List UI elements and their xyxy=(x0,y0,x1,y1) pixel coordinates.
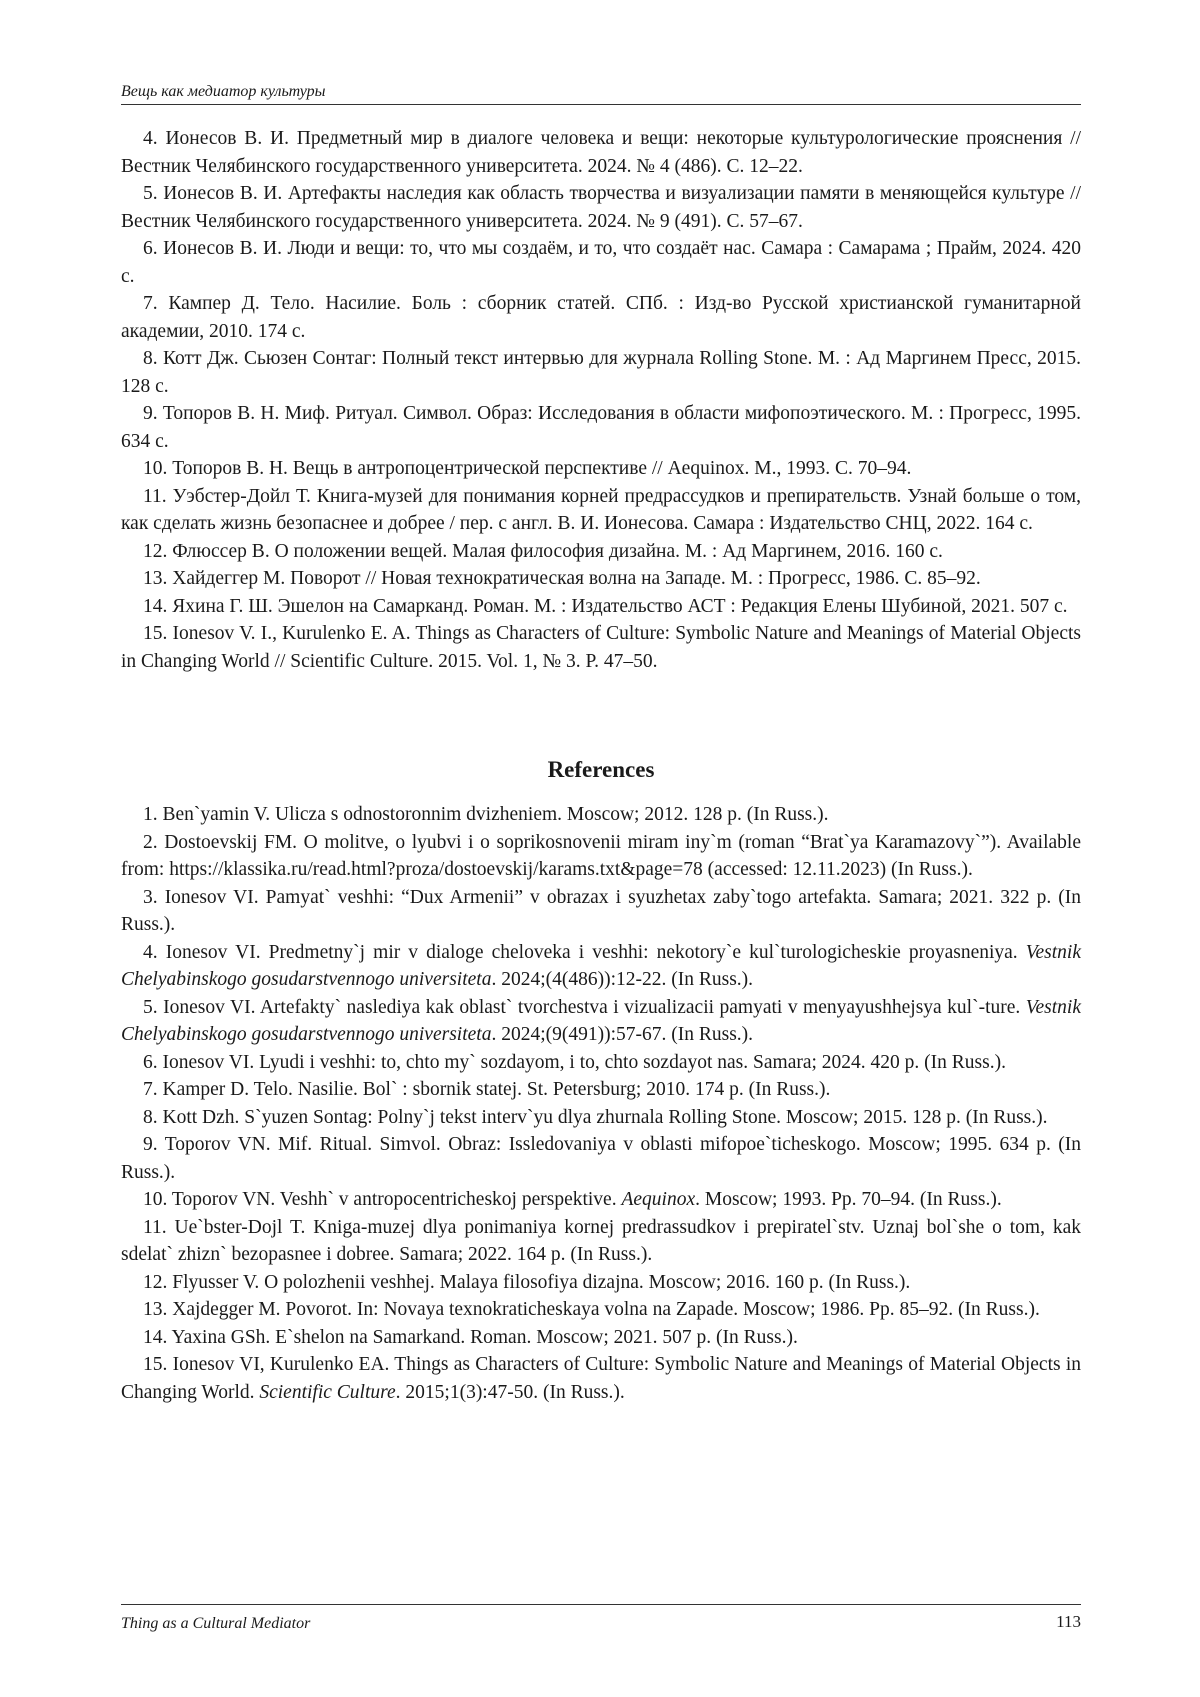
reference-text: 10. Toporov VN. Veshh` v antropocentricheskoj perspektive. xyxy=(143,1189,622,1210)
bibliography-item: 11. Уэбстер-Дойл Т. Книга-музей для понимания корней предрассудков и препирательств. Узнай больше о том, как сделать жизнь безопаснее и добрее / пер. с англ. В. И. Ионесова. Самара : Издательство СНЦ, 2022. 164 с. xyxy=(121,485,1081,534)
journal-name: Vestnik Chelyabinskogo gosudarstvennogo universiteta xyxy=(121,941,1081,990)
reference-item: 12. Flyusser V. O polozhenii veshhej. Malaya filosofiya dizajna. Moscow; 2016. 160 p. (In Russ.). xyxy=(143,1271,911,1293)
bibliography-item: 15. Ionesov V. I., Kurulenko E. A. Things as Characters of Culture: Symbolic Nature and Meanings of Material Objects in Changing World // Scientific Culture. 2015. Vol. 1, № 3. P. 47–50. xyxy=(121,623,1081,672)
reference-text: . 2024;(9(491)):57-67. (In Russ.). xyxy=(491,1024,754,1045)
reference-item: 1. Ben`yamin V. Ulicza s odnostoronnim dvizheniem. Moscow; 2012. 128 p. (In Russ.). xyxy=(143,804,829,825)
journal-name: Aequinox xyxy=(621,1189,696,1210)
footer-divider xyxy=(121,1604,1081,1605)
reference-text: . 2024;(4(486)):12-22. (In Russ.). xyxy=(491,969,754,990)
bibliography-item: 6. Ионесов В. И. Люди и вещи: то, что мы создаём, и то, что создаёт нас. Самара : Самарама ; Прайм, 2024. 420 с. xyxy=(121,238,1081,287)
reference-item: 6. Ionesov VI. Lyudi i veshhi: to, chto my` sozdayom, i to, chto sozdayot nas. Samara; 2024. 420 p. (In Russ.). xyxy=(143,1051,1006,1073)
reference-text: . Moscow; 1993. Pp. 70–94. (In Russ.). xyxy=(695,1189,1002,1210)
bibliography-item: 12. Флюссер В. О положении вещей. Малая философия дизайна. М. : Ад Маргинем, 2016. 160 с. xyxy=(143,540,943,562)
reference-item xyxy=(121,994,1081,1049)
reference-text: 4. Ionesov VI. Predmetny`j mir v dialoge cheloveka i veshhi: nekotory`e kul`turologicheskie proyasneniya. xyxy=(143,941,1026,963)
reference-item: 3. Ionesov VI. Pamyat` veshhi: “Dux Armenii” v obrazax i syuzhetax zaby`togo artefakta. Samara; 2021. 322 p. (In Russ.). xyxy=(121,886,1081,935)
reference-item: 9. Toporov VN. Mif. Ritual. Simvol. Obraz: Issledovaniya v oblasti mifopoe`ticheskogo. Moscow; 1995. 634 p. (In Russ.). xyxy=(121,1134,1081,1183)
reference-text: . 2015;1(3):47-50. (In Russ.). xyxy=(395,1381,625,1403)
reference-item: 8. Kott Dzh. S`yuzen Sontag: Polny`j tekst interv`yu dlya zhurnala Rolling Stone. Moscow; 2015. 128 p. (In Russ.). xyxy=(143,1106,1048,1128)
bibliography-item: 9. Топоров В. Н. Миф. Ритуал. Символ. Образ: Исследования в области мифопоэтического. М. : Прогресс, 1995. 634 с. xyxy=(121,403,1081,452)
bibliography-list xyxy=(121,125,1081,675)
reference-item: 11. Ue`bster-Dojl T. Kniga-muzej dlya ponimaniya kornej predrassudkov i prepiratel`stv. Uznaj bol`she o tom, kak sdelat` zhizn` bezopasnee i dobree. Samara; 2022. 164 p. (In Russ.). xyxy=(121,1216,1081,1265)
reference-item: 2. Dostoevskij FM. O molitve, o lyubvi i o soprikosnovenii miram iny`m (roman “Brat`ya Karamazovy`”). Available from: https://klassika.ru/read.html?proza/dostoevskij/karams.txt&page=78 (accessed: 12.11.2023) (In Russ.). xyxy=(121,831,1081,880)
reference-text: 15. Ionesov VI, Kurulenko EA. Things as Characters of Culture: Symbolic Nature and Meanings of Material Objects in Changing World. xyxy=(121,1354,1081,1403)
footer-journal-title: Thing as a Cultural Mediator xyxy=(121,1615,311,1632)
reference-item xyxy=(121,939,1081,994)
bibliography-item: 4. Ионесов В. И. Предметный мир в диалоге человека и вещи: некоторые культурологические прояснения // Вестник Челябинского государственного университета. 2024. № 4 (486). С. 12–22. xyxy=(121,128,1081,177)
reference-text: 5. Ionesov VI. Artefakty` naslediya kak oblast` tvorchestva i vizualizacii pamyati v menyayushhejsya kul`-ture. xyxy=(143,996,1026,1018)
references-list xyxy=(121,801,1081,1406)
bibliography-item: 7. Кампер Д. Тело. Насилие. Боль : сборник статей. СПб. : Изд-во Русской христианской гуманитарной академии, 2010. 174 с. xyxy=(121,293,1081,342)
reference-item xyxy=(121,1351,1081,1406)
bibliography-item: 8. Котт Дж. Сьюзен Сонтаг: Полный текст интервью для журнала Rolling Stone. М. : Ад Маргинем Пресс, 2015. 128 с. xyxy=(121,348,1081,397)
running-header: Вещь как медиатор культуры xyxy=(121,83,326,100)
page-number: 113 xyxy=(1056,1612,1081,1631)
bibliography-item: 5. Ионесов В. И. Артефакты наследия как область творчества и визуализации памяти в меняющейся культуре // Вестник Челябинского государственного университета. 2024. № 9 (491). С. 57–67. xyxy=(121,183,1081,232)
reference-item: 7. Kamper D. Telo. Nasilie. Bol` : sbornik statej. St. Petersburg; 2010. 174 p. (In Russ.). xyxy=(143,1079,831,1100)
bibliography-item: 10. Топоров В. Н. Вещь в антропоцентрической перспективе // Aequinox. М., 1993. С. 70–94. xyxy=(143,458,912,479)
header-divider xyxy=(121,104,1081,105)
reference-item xyxy=(121,1186,1081,1214)
reference-item: 14. Yaxina GSh. E`shelon na Samarkand. Roman. Moscow; 2021. 507 p. (In Russ.). xyxy=(143,1326,798,1348)
journal-name: Scientific Culture xyxy=(259,1381,396,1403)
journal-name: Vestnik Chelyabinskogo gosudarstvennogo universiteta xyxy=(121,996,1081,1045)
bibliography-item: 14. Яхина Г. Ш. Эшелон на Самарканд. Роман. М. : Издательство АСТ : Редакция Елены Шубиной, 2021. 507 с. xyxy=(143,595,1068,617)
references-heading: References xyxy=(547,757,655,782)
bibliography-item: 13. Хайдеггер М. Поворот // Новая технократическая волна на Западе. М. : Прогресс, 1986. С. 85–92. xyxy=(143,568,981,589)
reference-item: 13. Xajdegger M. Povorot. In: Novaya texnokraticheskaya volna na Zapade. Moscow; 1986. Pp. 85–92. (In Russ.). xyxy=(143,1299,1040,1320)
